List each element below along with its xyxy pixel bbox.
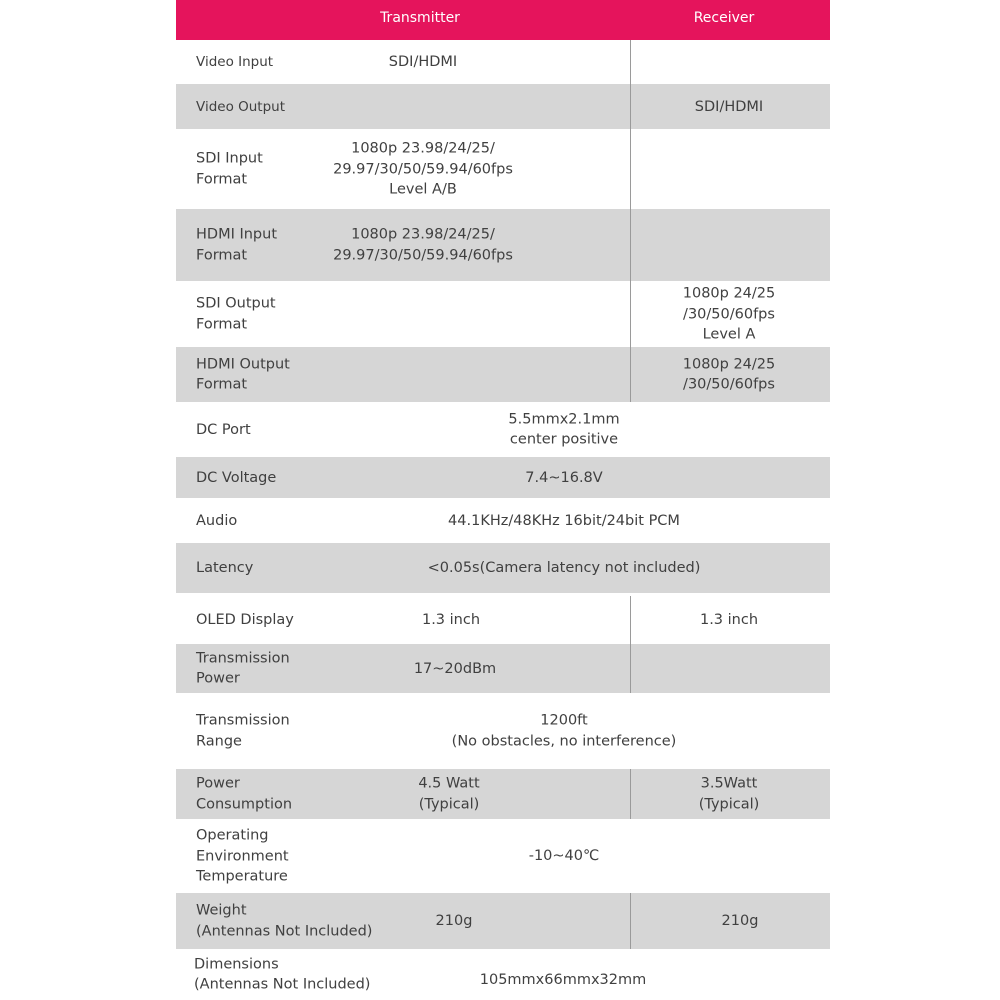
- spanning-value: 7.4~16.8V: [525, 469, 603, 486]
- header-receiver: Receiver: [693, 10, 755, 26]
- row-latency: [176, 543, 830, 593]
- row-label: Dimensions (Antennas Not Included): [194, 956, 371, 993]
- spanning-value: -10~40℃: [528, 847, 600, 864]
- column-divider: [630, 209, 631, 281]
- row-transmission-power: [176, 644, 830, 693]
- row-sdi-output-format: [176, 281, 830, 347]
- transmitter-value: SDI/HDMI: [388, 53, 458, 70]
- row-label: Power Consumption: [196, 775, 293, 812]
- row-operating-temperature: [176, 819, 830, 893]
- column-divider: [630, 596, 631, 644]
- row-sdi-input-format: [176, 129, 830, 209]
- row-label: OLED Display: [196, 611, 294, 628]
- column-divider: [630, 644, 631, 693]
- receiver-value: 1080p 24/25 /30/50/60fps Level A: [682, 285, 776, 343]
- column-divider: [630, 893, 631, 949]
- spanning-value: 105mmx66mmx32mm: [479, 971, 647, 988]
- row-dc-voltage: [176, 457, 830, 498]
- column-divider: [630, 347, 631, 402]
- spanning-value: 44.1KHz/48KHz 16bit/24bit PCM: [448, 512, 680, 529]
- row-video-input: [176, 40, 830, 84]
- column-divider: [630, 84, 631, 129]
- header-transmitter: Transmitter: [380, 10, 460, 26]
- row-label: Transmission Power: [196, 650, 290, 687]
- row-label: Video Input: [196, 53, 274, 70]
- row-label: HDMI Output Format: [196, 356, 290, 393]
- transmitter-value: 4.5 Watt (Typical): [418, 775, 480, 812]
- row-label: SDI Output Format: [196, 295, 276, 332]
- transmitter-value: 17~20dBm: [413, 660, 497, 677]
- receiver-value: 1080p 24/25 /30/50/60fps: [682, 356, 776, 393]
- spanning-value: 1200ft (No obstacles, no interference): [451, 712, 677, 749]
- row-label: Transmission Range: [196, 712, 290, 749]
- row-dc-port: [176, 402, 830, 457]
- row-hdmi-output-format: [176, 347, 830, 402]
- receiver-value: SDI/HDMI: [694, 98, 764, 115]
- transmitter-value: 1.3 inch: [421, 611, 481, 628]
- spanning-value: 5.5mmx2.1mm center positive: [508, 411, 620, 448]
- row-power-consumption: [176, 769, 830, 819]
- row-label: DC Port: [196, 421, 251, 438]
- row-label: Latency: [196, 559, 254, 576]
- spanning-value: <0.05s(Camera latency not included): [427, 559, 701, 576]
- transmitter-value: 1080p 23.98/24/25/ 29.97/30/50/59.94/60fps: [333, 226, 513, 263]
- column-divider: [630, 769, 631, 819]
- row-label: Video Output: [196, 98, 286, 115]
- row-label: Audio: [196, 512, 238, 529]
- column-divider: [630, 281, 631, 347]
- spec-table: [176, 0, 830, 1000]
- table-header: [176, 0, 830, 40]
- row-audio: [176, 498, 830, 543]
- row-label: DC Voltage: [196, 469, 277, 486]
- row-label: SDI Input Format: [196, 150, 263, 187]
- row-transmission-range: [176, 693, 830, 769]
- receiver-value: 210g: [721, 912, 759, 929]
- row-hdmi-input-format: [176, 209, 830, 281]
- row-label: Operating Environment Temperature: [196, 827, 289, 885]
- row-dimensions: [176, 949, 830, 1000]
- row-weight: [176, 893, 830, 949]
- row-video-output: [176, 84, 830, 129]
- column-divider: [630, 40, 631, 84]
- receiver-value: 1.3 inch: [699, 611, 759, 628]
- row-label: HDMI Input Format: [196, 226, 278, 263]
- row-oled-display: [176, 596, 830, 644]
- receiver-value: 3.5Watt (Typical): [698, 775, 760, 812]
- transmitter-value: 210g: [435, 912, 473, 929]
- row-label: Weight (Antennas Not Included): [196, 902, 373, 939]
- column-divider: [630, 129, 631, 209]
- transmitter-value: 1080p 23.98/24/25/ 29.97/30/50/59.94/60fps Level A/B: [333, 140, 513, 198]
